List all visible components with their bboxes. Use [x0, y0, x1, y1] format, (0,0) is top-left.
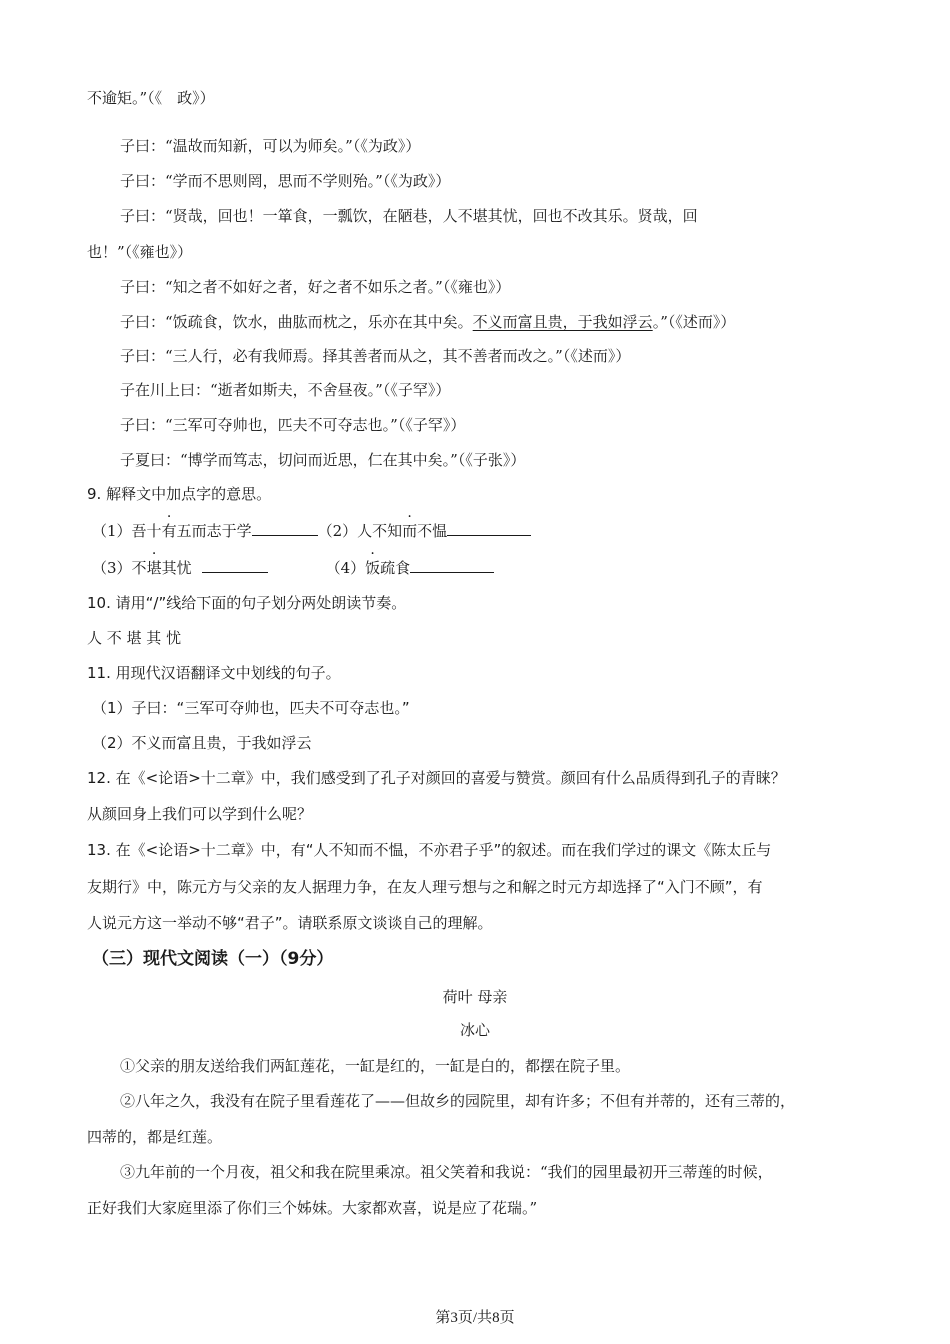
article-paragraph-3-cont: 正好我们大家庭里添了你们三个姊妹。大家都欢喜，说是应了花瑞。”	[87, 1199, 538, 1217]
q9-item-2-answer-blank[interactable]	[447, 519, 531, 536]
article-paragraph-3: ③九年前的一个月夜，祖父和我在院里乘凉。祖父笑着和我说：“我们的园里最初开三蒂莲的时候，	[120, 1163, 773, 1181]
analects-line-8: 子曰：“三军可夺帅也，匹夫不可夺志也。”（《子罕》）	[120, 416, 466, 434]
article-title: 荷叶 母亲	[442, 988, 508, 1006]
analects-line-6: 子曰：“三人行，必有我师焉。择其善者而从之，其不善者而改之。”（《述而》）	[120, 347, 631, 365]
analects-line-3-cont: 也！”（《雍也》）	[87, 243, 193, 261]
q11-item-1: （1）子曰：“三军可夺帅也，匹夫不可夺志也。”	[92, 699, 410, 717]
q13-line-3: 人说元方这一举动不够“君子”。请联系原文谈谈自己的理解。	[87, 914, 493, 932]
article-paragraph-2-cont: 四蒂的，都是红莲。	[87, 1128, 223, 1146]
section-heading: （三）现代文阅读（一）（9分）	[92, 949, 334, 969]
underlined-sentence: 不义而富且贵，于我如浮云	[472, 313, 653, 331]
q11-item-2: （2）不义而富且贵，于我如浮云	[92, 734, 312, 752]
passage-top-line: 不逾矩。”（《 政》）	[87, 89, 215, 107]
q9-item-2-num: （2）	[317, 522, 358, 540]
q12-line-1: 12. 在《<论语>十二章》中，我们感受到了孔子对颜回的喜爱与赞赏。颜回有什么品质得到孔子的青睐？	[87, 769, 786, 787]
q9-prompt: 9. 解释文中加点字的意思。	[87, 485, 272, 503]
analects-line-5-pre: 子曰：“饭疏食，饮水，曲肱而枕之，乐亦在其中矣。	[120, 313, 473, 331]
q9-item-3-answer-blank[interactable]	[202, 556, 268, 573]
analects-line-3: 子曰：“贤哉，回也！一箪食，一瓢饮，在陋巷，人不堪其忧，回也不改其乐。贤哉，回	[120, 207, 698, 225]
q9-item-1-dotted: 有	[161, 522, 177, 540]
q9-item-1-answer-blank[interactable]	[252, 519, 318, 536]
page-footer: 第3页/共8页	[435, 1310, 515, 1326]
q9-item-4-answer-blank[interactable]	[410, 556, 494, 573]
analects-line-4: 子曰：“知之者不如好之者，好之者不如乐之者。”（《雍也》）	[120, 278, 511, 296]
article-paragraph-2: ②八年之久，我没有在院子里看莲花了——但故乡的园院里，却有许多；不但有并蒂的，还有三蒂的，	[120, 1092, 796, 1110]
q9-row-1	[92, 519, 531, 541]
q9-item-3-num: （3）	[92, 559, 132, 577]
q13-line-1: 13. 在《<论语>十二章》中，有“人不知而不愠，不亦君子乎”的叙述。而在我们学过的课文《陈太丘与	[87, 841, 772, 859]
q9-item-4-num: （4）	[325, 559, 366, 577]
q9-item-2-after: 不愠	[417, 522, 448, 540]
analects-line-2: 子曰：“学而不思则罔，思而不学则殆。”（《为政》）	[120, 172, 451, 190]
q9-item-4-dotted: 饭	[365, 559, 381, 577]
analects-line-5	[120, 312, 735, 332]
q12-line-2: 从颜回身上我们可以学到什么呢？	[87, 805, 313, 823]
q9-row-2	[92, 556, 494, 578]
q9-item-2-dotted: 而	[402, 522, 418, 540]
q13-line-2: 友期行》中，陈元方与父亲的友人据理力争，在友人理亏想与之和解之时元方却选择了“入门不顾”，有	[87, 878, 763, 896]
q9-item-3-after: 其忧	[161, 559, 192, 577]
q11-prompt: 11. 用现代汉语翻译文中划线的句子。	[87, 664, 341, 682]
q9-item-4-after: 疏食	[380, 559, 411, 577]
analects-line-1: 子曰：“温故而知新，可以为师矣。”（《为政》）	[120, 137, 421, 155]
q9-item-3-dotted: 堪	[146, 559, 162, 577]
q9-item-1-num: （1）	[92, 522, 132, 540]
q10-sentence: 人 不 堪 其 忧	[87, 629, 182, 647]
article-author: 冰心	[459, 1021, 490, 1039]
analects-line-7: 子在川上曰：“逝者如斯夫，不舍昼夜。”（《子罕》）	[120, 381, 451, 399]
q10-prompt: 10. 请用“/”线给下面的句子划分两处朗读节奏。	[87, 594, 407, 612]
analects-line-9: 子夏曰：“博学而笃志，切问而近思，仁在其中矣。”（《子张》）	[120, 451, 526, 469]
article-paragraph-1: ①父亲的朋友送给我们两缸莲花，一缸是红的，一缸是白的，都摆在院子里。	[120, 1057, 631, 1075]
q9-item-2-before: 人不知	[357, 522, 403, 540]
q9-item-3-before: 不	[131, 559, 147, 577]
q9-item-1-before: 吾十	[131, 522, 162, 540]
analects-line-5-post: 。”（《述而》）	[652, 313, 736, 331]
q9-item-1-after: 五而志于学	[176, 522, 252, 540]
